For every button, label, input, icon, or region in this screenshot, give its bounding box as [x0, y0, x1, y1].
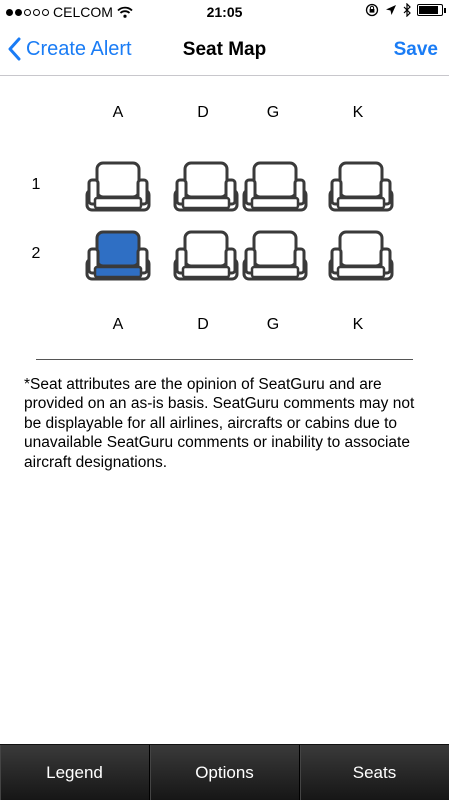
save-button[interactable]: Save [393, 39, 438, 60]
seat-icon [241, 156, 309, 218]
seat-1g[interactable] [241, 156, 309, 218]
chevron-left-icon [8, 37, 22, 61]
tab-options[interactable]: Options [150, 745, 300, 800]
column-header-top-a: A [112, 104, 124, 121]
seat-icon [172, 156, 240, 218]
seat-icon [241, 225, 309, 287]
seat-2k[interactable] [327, 225, 395, 287]
back-button[interactable] [8, 37, 132, 61]
battery-level-fill [419, 6, 438, 14]
column-header-top-g: G [266, 104, 280, 121]
seat-1k[interactable] [327, 156, 395, 218]
page-title: Seat Map [182, 39, 267, 60]
tab-legend[interactable]: Legend [0, 745, 150, 800]
column-header-bottom-k: K [352, 316, 364, 333]
seat-2a[interactable] [84, 225, 152, 287]
battery-icon [417, 4, 443, 16]
navigation-bar [0, 26, 449, 76]
status-right [365, 3, 443, 17]
seat-2g[interactable] [241, 225, 309, 287]
column-header-top-k: K [352, 104, 364, 121]
back-button-label: Create Alert [26, 37, 132, 60]
row-label-2: 2 [31, 245, 41, 262]
column-header-bottom-d: D [197, 316, 209, 333]
column-header-top-d: D [197, 104, 209, 121]
carrier-name: CELCOM [53, 4, 113, 20]
bluetooth-icon [403, 3, 411, 17]
seat-1d[interactable] [172, 156, 240, 218]
divider [36, 359, 413, 360]
seatguru-disclaimer: *Seat attributes are the opinion of SeatGuru and are provided on an as-is basis. SeatGuru comments may not be displayable for all airlines, aircrafts or cabins due to unavailable SeatGuru comments or inability to associate aircraft designations. [24, 376, 415, 471]
seat-icon [84, 156, 152, 218]
seat-icon [84, 225, 152, 287]
seat-icon [172, 225, 240, 287]
bottom-toolbar [0, 744, 449, 800]
row-label-1: 1 [31, 176, 41, 193]
column-header-bottom-a: A [112, 316, 124, 333]
orientation-lock-icon [365, 3, 379, 17]
seat-icon [327, 225, 395, 287]
status-time: 21:05 [206, 4, 243, 20]
status-bar [0, 0, 449, 26]
tab-seats[interactable]: Seats [300, 745, 449, 800]
seat-2d[interactable] [172, 225, 240, 287]
seat-1a[interactable] [84, 156, 152, 218]
column-header-bottom-g: G [266, 316, 280, 333]
seat-icon [327, 156, 395, 218]
location-arrow-icon [385, 4, 397, 16]
